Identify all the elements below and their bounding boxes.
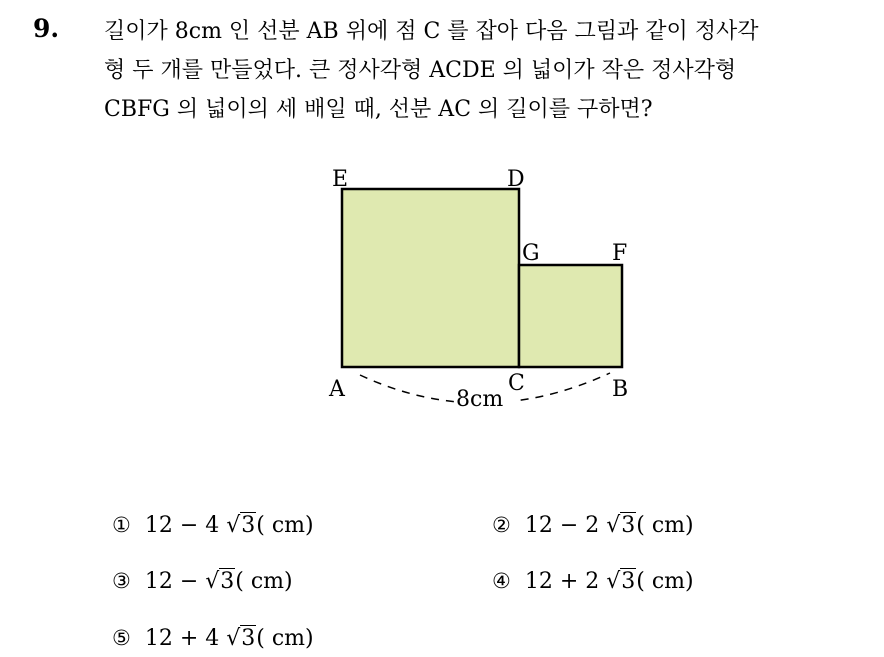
sqrt-symbol: √3 [606,513,636,538]
choice-unit: ( cm) [256,626,314,651]
choice-unit: ( cm) [636,513,694,538]
choice-expr: 12 − [144,569,199,594]
question-line-2: 형 두 개를 만들었다. 큰 정사각형 ACDE 의 넓이가 작은 정사각형 [104,58,737,83]
label-b: B [612,377,629,402]
label-a: A [329,377,345,402]
question-line-3: CBFG 의 넓이의 세 배일 때, 선분 AC 의 길이를 구하면? [104,97,653,122]
label-c: C [508,371,525,396]
choice-mark: ⑤ [112,626,131,650]
squares-figure [320,160,650,430]
choice-mark: ② [492,513,511,537]
choice-5[interactable] [112,626,314,651]
question-line-1: 길이가 8cm 인 선분 AB 위에 점 C 를 잡아 다음 그림과 같이 정사각 [104,19,759,44]
choice-expr: 12 + 2 [524,569,600,594]
choice-3[interactable] [112,569,293,594]
square-cbfg [519,265,622,367]
choice-expr: 12 − 4 [144,513,220,538]
label-f: F [612,241,628,266]
choice-unit: ( cm) [256,513,314,538]
radicand: 3 [621,569,636,594]
radicand: 3 [621,513,636,538]
choice-mark: ④ [492,569,511,593]
radicand: 3 [220,569,235,594]
sqrt-symbol: √3 [226,626,256,651]
label-d: D [507,167,525,192]
choice-mark: ③ [112,569,131,593]
choice-unit: ( cm) [235,569,293,594]
sqrt-symbol: √3 [205,569,235,594]
question-number: 9. [33,14,60,43]
choice-expr: 12 − 2 [524,513,600,538]
label-e: E [332,167,349,192]
label-g: G [522,241,540,266]
choice-4[interactable] [492,569,694,594]
choice-2[interactable] [492,513,694,538]
radicand: 3 [241,626,256,651]
sqrt-symbol: √3 [606,569,636,594]
square-acde [342,189,519,367]
radicand: 3 [241,513,256,538]
choice-unit: ( cm) [636,569,694,594]
question-text [104,12,874,129]
choice-1[interactable] [112,513,314,538]
length-label: 8cm [456,387,504,412]
choice-mark: ① [112,513,131,537]
sqrt-symbol: √3 [226,513,256,538]
choice-expr: 12 + 4 [144,626,220,651]
